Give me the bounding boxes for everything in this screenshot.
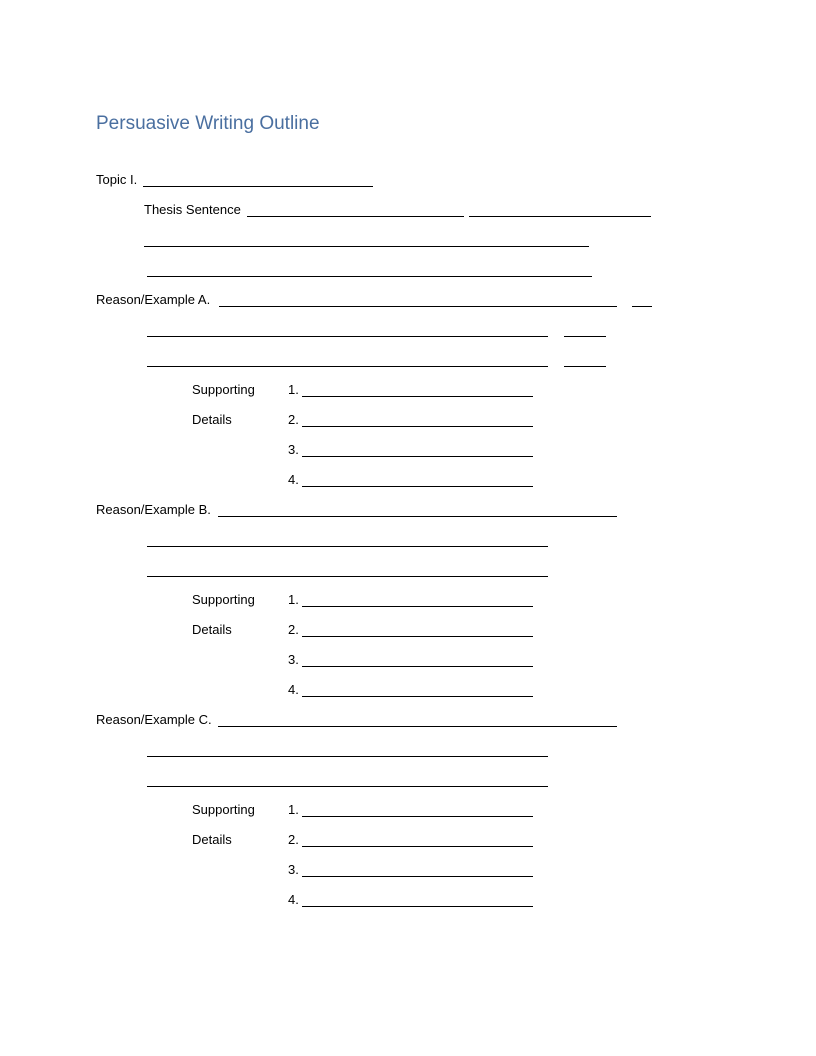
thesis-blank-4[interactable] — [147, 276, 592, 277]
reason-b-detail-number-2: 2. — [288, 622, 299, 637]
reason-a-supporting-label: Supporting — [192, 382, 255, 397]
reason-a-detail-number-2: 2. — [288, 412, 299, 427]
reason-b-line-2[interactable] — [147, 576, 548, 577]
reason-b-detail-blank-1[interactable] — [302, 606, 533, 607]
reason-a-detail-number-4: 4. — [288, 472, 299, 487]
reason-b-detail-number-4: 4. — [288, 682, 299, 697]
reason-a-detail-blank-1[interactable] — [302, 396, 533, 397]
thesis-blank-1[interactable] — [247, 216, 464, 217]
reason-c-detail-number-2: 2. — [288, 832, 299, 847]
reason-c-detail-blank-1[interactable] — [302, 816, 533, 817]
reason-c-line-1[interactable] — [147, 756, 548, 757]
reason-a-line-2-short[interactable] — [564, 366, 606, 367]
reason-a-detail-number-1: 1. — [288, 382, 299, 397]
reason-b-detail-blank-2[interactable] — [302, 636, 533, 637]
reason-b-line-1[interactable] — [147, 546, 548, 547]
topic-blank[interactable] — [143, 186, 373, 187]
reason-c-blank[interactable] — [218, 726, 617, 727]
reason-a-line-1-short[interactable] — [564, 336, 606, 337]
reason-c-detail-blank-3[interactable] — [302, 876, 533, 877]
reason-a-label: Reason/Example A. — [96, 292, 211, 307]
reason-a-detail-number-3: 3. — [288, 442, 299, 457]
reason-c-label: Reason/Example C. — [96, 712, 212, 727]
topic-label: Topic I. — [96, 172, 138, 187]
reason-a-blank-short[interactable] — [632, 306, 652, 307]
reason-a-detail-blank-3[interactable] — [302, 456, 533, 457]
reason-b-detail-number-3: 3. — [288, 652, 299, 667]
reason-c-detail-number-1: 1. — [288, 802, 299, 817]
reason-a-line-2[interactable] — [147, 366, 548, 367]
page-title: Persuasive Writing Outline — [96, 113, 320, 134]
reason-b-supporting-label: Supporting — [192, 592, 255, 607]
reason-a-line-1[interactable] — [147, 336, 548, 337]
thesis-blank-3[interactable] — [144, 246, 589, 247]
thesis-blank-2[interactable] — [469, 216, 651, 217]
reason-a-detail-blank-2[interactable] — [302, 426, 533, 427]
reason-a-blank[interactable] — [219, 306, 617, 307]
reason-b-detail-blank-4[interactable] — [302, 696, 533, 697]
reason-c-detail-blank-2[interactable] — [302, 846, 533, 847]
reason-b-detail-number-1: 1. — [288, 592, 299, 607]
thesis-label: Thesis Sentence — [144, 202, 241, 217]
reason-b-label: Reason/Example B. — [96, 502, 211, 517]
reason-a-detail-blank-4[interactable] — [302, 486, 533, 487]
reason-c-detail-number-4: 4. — [288, 892, 299, 907]
reason-c-detail-blank-4[interactable] — [302, 906, 533, 907]
reason-b-details-label: Details — [192, 622, 232, 637]
reason-a-details-label: Details — [192, 412, 232, 427]
reason-b-detail-blank-3[interactable] — [302, 666, 533, 667]
reason-c-supporting-label: Supporting — [192, 802, 255, 817]
reason-c-detail-number-3: 3. — [288, 862, 299, 877]
reason-b-blank[interactable] — [218, 516, 617, 517]
reason-c-line-2[interactable] — [147, 786, 548, 787]
reason-c-details-label: Details — [192, 832, 232, 847]
